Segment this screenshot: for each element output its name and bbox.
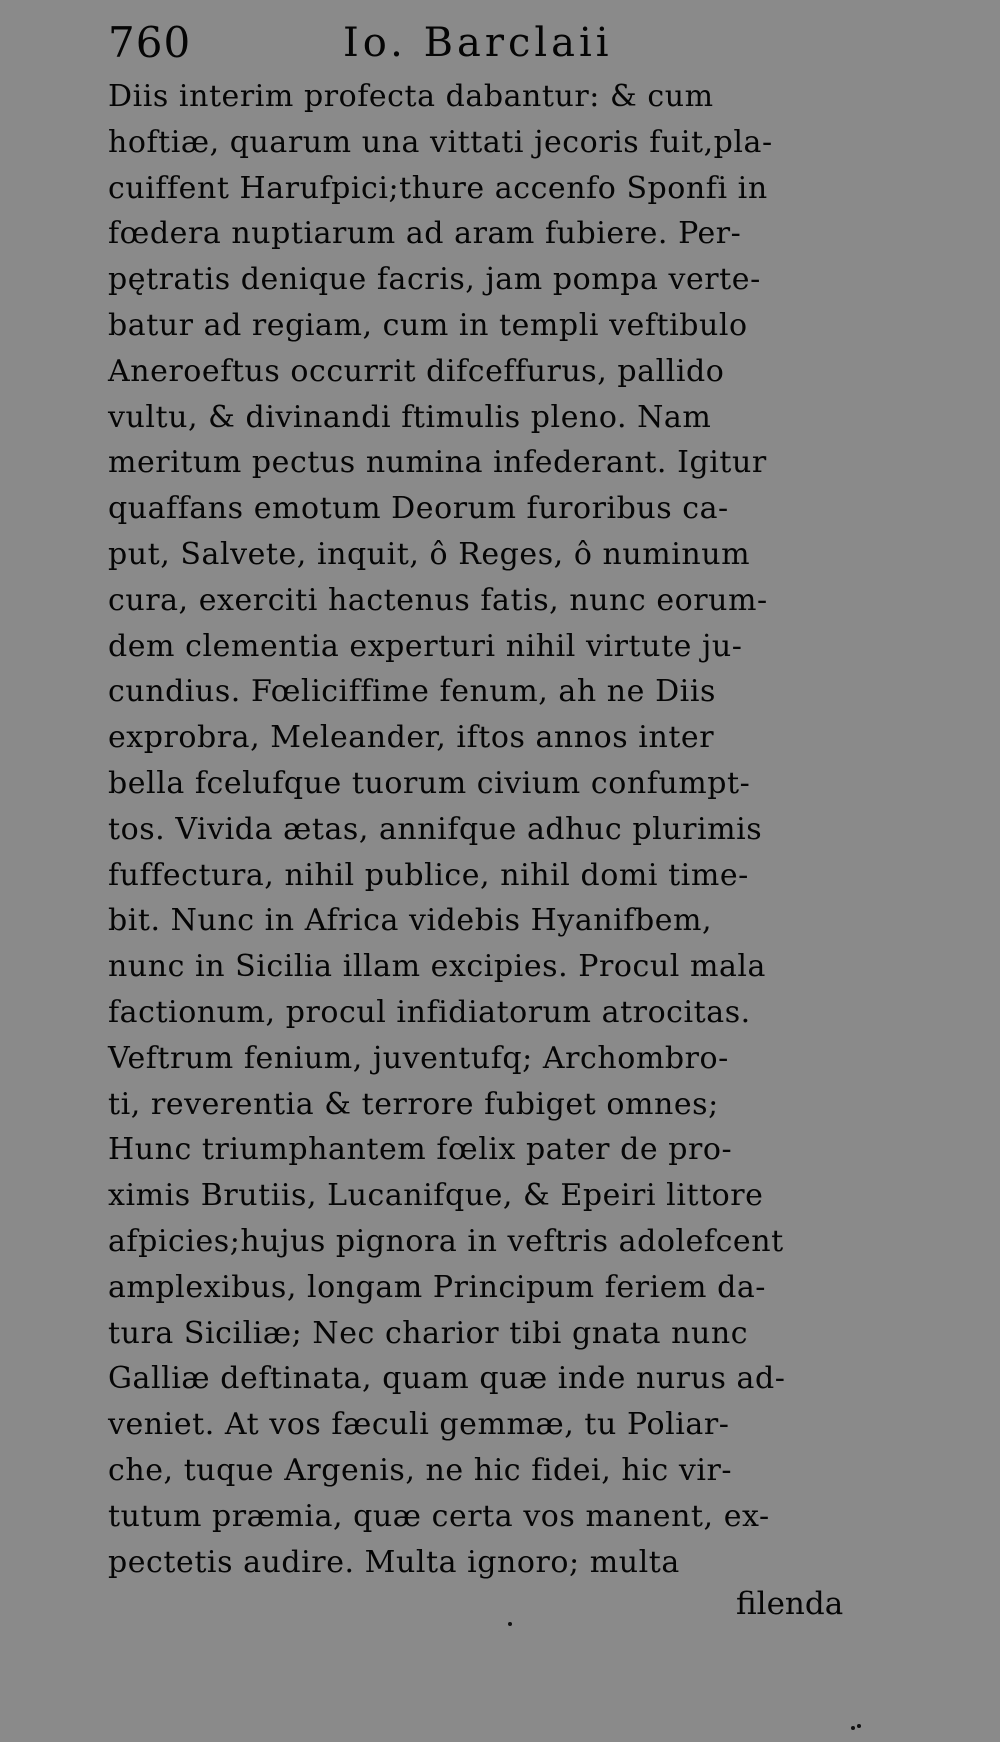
text-line: Veftrum fenium, juventufq; Archombro- — [108, 1040, 729, 1076]
text-line: tura Siciliæ; Nec charior tibi gnata nunc — [108, 1315, 749, 1351]
text-line: Galliæ deftinata, quam quæ inde nurus ad- — [108, 1361, 786, 1397]
text-line: vultu, & divinandi ftimulis pleno. Nam — [108, 399, 712, 435]
text-line: cundius. Fœliciffime fenum, ah ne Diis — [108, 674, 716, 710]
text-line: Aneroeftus occurrit difceffurus, pallido — [108, 353, 725, 389]
text-line: pętratis denique facris, jam pompa verte- — [108, 262, 761, 298]
text-line: factionum, procul infidiatorum atrocitas. — [108, 994, 751, 1030]
catchword: filenda — [736, 1586, 844, 1622]
ink-speck — [508, 1622, 512, 1626]
text-line: tutum præmia, quæ certa vos manent, ex- — [108, 1498, 770, 1534]
page-number: 760 — [108, 18, 192, 67]
text-line: Hunc triumphantem fœlix pater de pro- — [108, 1132, 733, 1168]
text-line: ximis Brutiis, Lucanifque, & Epeiri littore — [108, 1178, 764, 1214]
text-line: afpicies;hujus pignora in veftris adolefcent — [108, 1223, 784, 1259]
ink-speck — [851, 1726, 855, 1730]
page-header — [108, 18, 898, 68]
text-line: nunc in Sicilia illam excipies. Procul mala — [108, 949, 766, 985]
text-line: fuffectura, nihil publice, nihil domi time- — [108, 857, 749, 893]
text-line: ti, reverentia & terrore fubiget omnes; — [108, 1086, 719, 1122]
text-line: Diis interim profecta dabantur: & cum — [108, 79, 714, 114]
ink-speck — [857, 1724, 861, 1728]
text-line: exprobra, Meleander, iftos annos inter — [108, 720, 715, 756]
text-line: batur ad regiam, cum in templi veftibulo — [108, 307, 748, 343]
body-text — [108, 74, 878, 1585]
text-line: cuiffent Harufpici;thure accenfo Sponfi in — [108, 170, 768, 206]
text-line: amplexibus, longam Principum feriem da- — [108, 1269, 766, 1305]
text-line: put, Salvete, inquit, ô Reges, ô numinum — [108, 536, 751, 572]
text-line: bella fcelufque tuorum civium confumpt- — [108, 765, 751, 801]
text-line: quaffans emotum Deorum furoribus ca- — [108, 491, 729, 527]
running-head: Io. Barclaii — [343, 20, 613, 66]
text-line: dem clementia experturi nihil virtute ju- — [108, 628, 743, 664]
text-line: tos. Vivida ætas, annifque adhuc plurimis — [108, 811, 763, 847]
text-line: hoftiæ, quarum una vittati jecoris fuit,pla- — [108, 124, 773, 160]
text-line: veniet. At vos fæculi gemmæ, tu Poliar- — [108, 1407, 730, 1443]
text-line: bit. Nunc in Africa videbis Hyanifbem, — [108, 903, 713, 939]
text-line: fœdera nuptiarum ad aram fubiere. Per- — [108, 216, 742, 252]
text-line: pectetis audire. Multa ignoro; multa — [108, 1544, 680, 1580]
text-line: meritum pectus numina infederant. Igitur — [108, 445, 767, 481]
text-line: che, tuque Argenis, ne hic fidei, hic vir- — [108, 1452, 733, 1488]
text-line: cura, exerciti hactenus fatis, nunc eorum- — [108, 582, 768, 618]
